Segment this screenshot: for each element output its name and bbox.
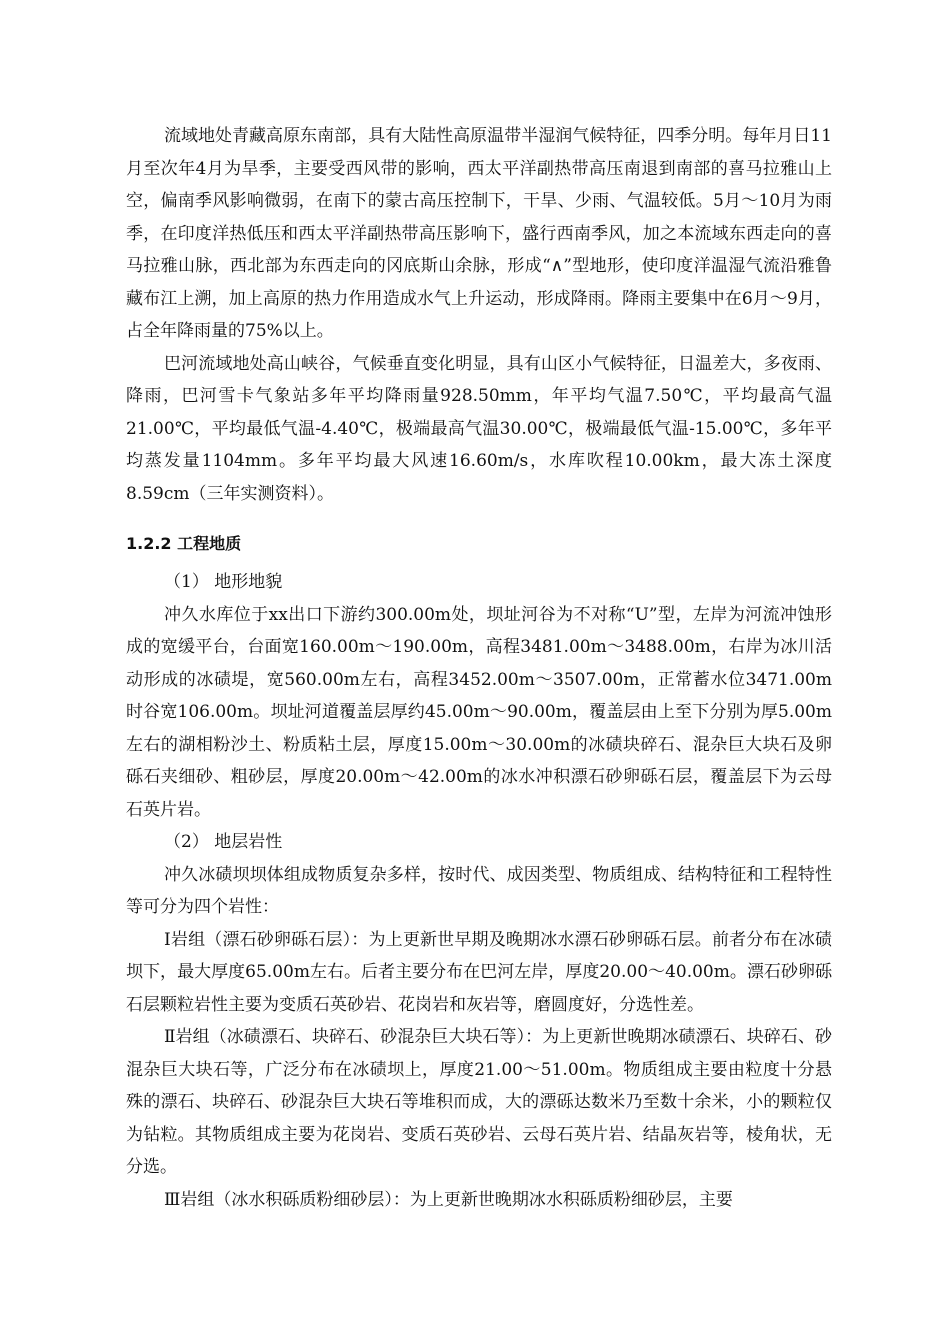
topography-paragraph: 冲久水库位于xx出口下游约300.00m处，坝址河谷为不对称“U”型，左岸为河流冲蚀形成的宽缓平台，台面宽160.00m～190.00m，高程3481.00m～3488.00m，右岸为冰川活动形成的冰碛堤，宽560.00m左右，高程3452.00m～3507.00m，正常蓄水位3471.00m时谷宽106.00m。坝址河道覆盖层厚约45.00m～90.00m，覆盖层由上至下分别为厚5.00m左右的湖相粉沙土、粉质粘土层，厚度15.00m～30.00m的冰碛块碎石、混杂巨大块石及卵砾石夹细砂、粗砂层，厚度20.00m～42.00m的冰水冲积漂石砂卵砾石层，覆盖层下为云母石英片岩。 (126, 604, 832, 820)
subsection-stratigraphy: （2） 地层岩性 (164, 832, 283, 852)
subsection-topography: （1） 地形地貌 (164, 572, 283, 592)
rock-group-3-paragraph: Ⅲ岩组（冰水积砾质粉细砂层）：为上更新世晚期冰水积砾质粉细砂层，主要 (164, 1189, 733, 1210)
rock-group-1-paragraph: Ⅰ岩组（漂石砂卵砾石层）：为上更新世早期及晚期冰水漂石砂卵砾石层。前者分布在冰碛坝下，最大厚度65.00m左右。后者主要分布在巴河左岸，厚度20.00～40.00m。漂石砂卵砾石层颗粒岩性主要为变质石英砂岩、花岗岩和灰岩等，磨圆度好，分选性差。 (126, 929, 832, 1015)
climate-paragraph-2: 巴河流域地处高山峡谷，气候垂直变化明显，具有山区小气候特征，日温差大，多夜雨、降雨，巴河雪卡气象站多年平均降雨量928.50mm，年平均气温7.50℃，平均最高气温21.00℃，平均最低气温-4.40℃，极端最高气温30.00℃，极端最低气温-15.00℃，多年平均蒸发量1104mm。多年平均最大风速16.60m/s，水库吹程10.00km，最大冻土深度8.59cm（三年实测资料）。 (126, 353, 832, 504)
rock-group-2-paragraph: Ⅱ岩组（冰碛漂石、块碎石、砂混杂巨大块石等）：为上更新世晚期冰碛漂石、块碎石、砂混杂巨大块石等，广泛分布在冰碛坝上，厚度21.00～51.00m。物质组成主要由粒度十分悬殊的漂石、块碎石、砂混杂巨大块石等堆积而成，大的漂砾达数米乃至数十余米，小的颗粒仅为钻粒。其物质组成主要为花岗岩、变质石英砂岩、云母石英片岩、结晶灰岩等，棱角状，无分选。 (126, 1027, 832, 1177)
document-body (126, 120, 832, 1216)
stratigraphy-intro-paragraph: 冲久冰碛坝坝体组成物质复杂多样，按时代、成因类型、物质组成、结构特征和工程特性等可分为四个岩性： (126, 864, 832, 917)
climate-paragraph-1: 流域地处青藏高原东南部，具有大陆性高原温带半湿润气候特征，四季分明。每年月日11月至次年4月为旱季，主要受西风带的影响，西太平洋副热带高压南退到南部的喜马拉雅山上空，偏南季风影响微弱，在南下的蒙古高压控制下，干旱、少雨、气温较低。5月～10月为雨季，在印度洋热低压和西太平洋副热带高压影响下，盛行西南季风，加之本流域东西走向的喜马拉雅山脉，西北部为东西走向的冈底斯山余脉，形成“∧”型地形，使印度洋温湿气流沿雅鲁藏布江上溯，加上高原的热力作用造成水气上升运动，形成降雨。降雨主要集中在6月～9月，占全年降雨量的75%以上。 (126, 126, 832, 341)
section-heading-engineering-geology: 1.2.2 工程地质 (126, 534, 242, 553)
